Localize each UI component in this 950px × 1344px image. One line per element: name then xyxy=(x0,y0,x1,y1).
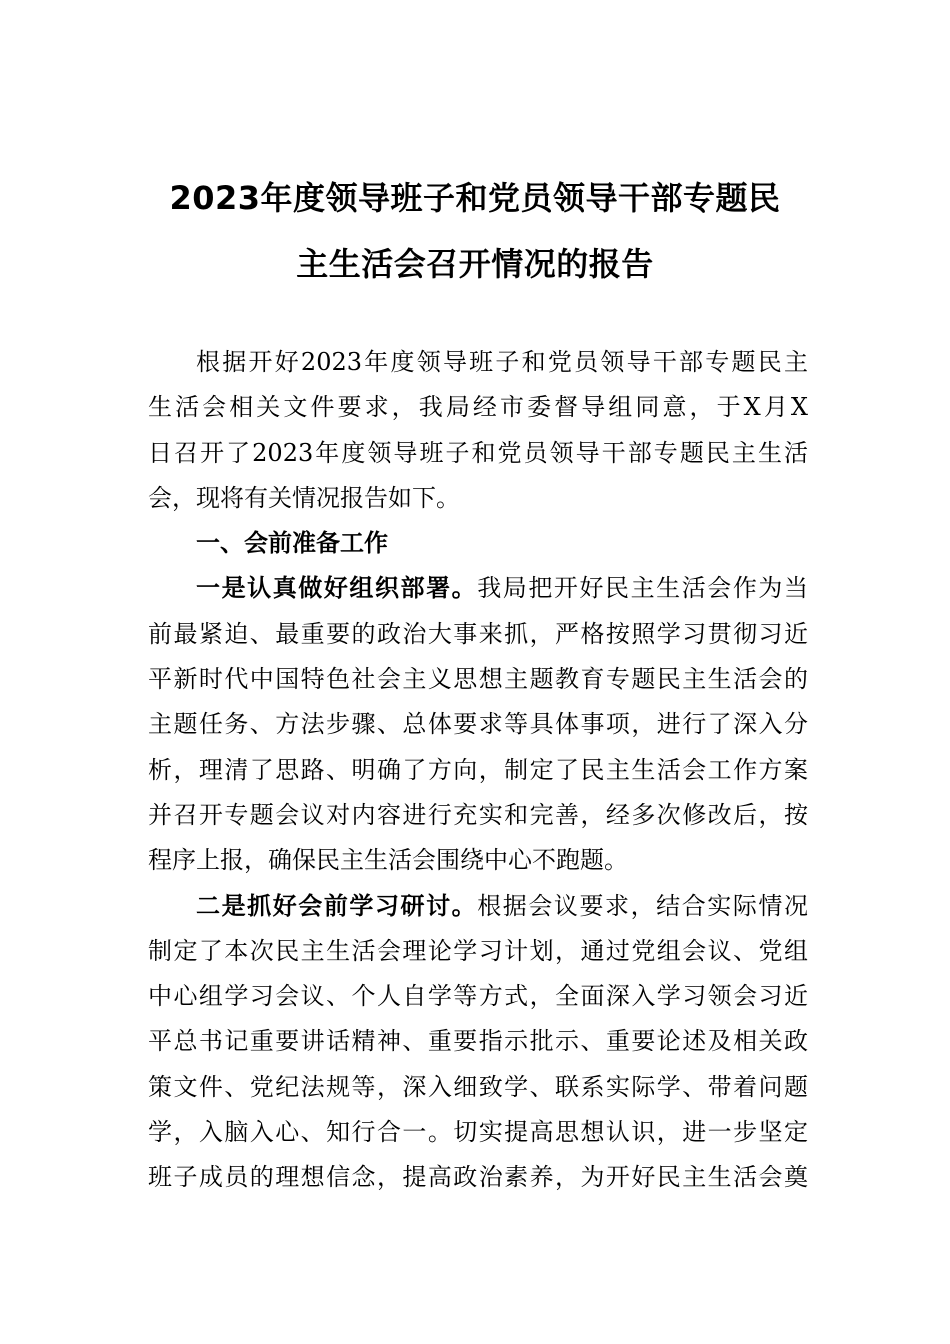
paragraph-text: 我局把开好民主生活会作为当 xyxy=(477,574,809,603)
paragraph-line xyxy=(148,566,808,611)
document-body xyxy=(148,340,808,1201)
paragraph-line: 平总书记重要讲话精神、重要指示批示、重要论述及相关政 xyxy=(148,1027,808,1056)
paragraph-lead: 一是认真做好组织部署。 xyxy=(196,574,478,603)
paragraph-line: 平新时代中国特色社会主义思想主题教育专题民主生活会的 xyxy=(148,665,808,694)
paragraph-line: 主题任务、方法步骤、总体要求等具体事项，进行了深入分 xyxy=(148,710,808,739)
paragraph-line: 中心组学习会议、个人自学等方式，全面深入学习领会习近 xyxy=(148,982,808,1011)
section-heading: 一、会前准备工作 xyxy=(196,529,388,558)
paragraph-line: 会，现将有关情况报告如下。 xyxy=(148,483,460,512)
paragraph-line: 生活会相关文件要求，我局经市委督导组同意，于X月X xyxy=(148,393,808,422)
paragraph-line: 并召开专题会议对内容进行充实和完善，经多次修改后，按 xyxy=(148,800,808,829)
paragraph-line: 前最紧迫、最重要的政治大事来抓，严格按照学习贯彻习近 xyxy=(148,619,808,648)
paragraph-line: 析，理清了思路、明确了方向，制定了民主生活会工作方案 xyxy=(148,755,808,784)
paragraph-line: 策文件、党纪法规等，深入细致学、联系实际学、带着问题 xyxy=(148,1072,808,1101)
paragraph-text: 根据会议要求，结合实际情况 xyxy=(477,891,809,920)
document-title-line-1: 2023年度领导班子和党员领导干部专题民 xyxy=(169,179,781,217)
paragraph-line: 制定了本次民主生活会理论学习计划，通过党组会议、党组 xyxy=(148,936,808,965)
paragraph-lead: 二是抓好会前学习研讨。 xyxy=(196,891,478,920)
paragraph-line: 学，入脑入心、知行合一。切实提高思想认识，进一步坚定 xyxy=(148,1118,808,1147)
paragraph-line xyxy=(148,884,808,929)
document-title-line-2: 主生活会召开情况的报告 xyxy=(296,245,654,283)
paragraph-line: 班子成员的理想信念，提高政治素养，为开好民主生活会奠 xyxy=(148,1163,808,1192)
paragraph-line: 根据开好2023年度领导班子和党员领导干部专题民主 xyxy=(196,348,808,376)
paragraph-line: 程序上报，确保民主生活会围绕中心不跑题。 xyxy=(148,846,628,875)
paragraph-line: 日召开了2023年度领导班子和党员领导干部专题民主生活 xyxy=(148,438,808,467)
